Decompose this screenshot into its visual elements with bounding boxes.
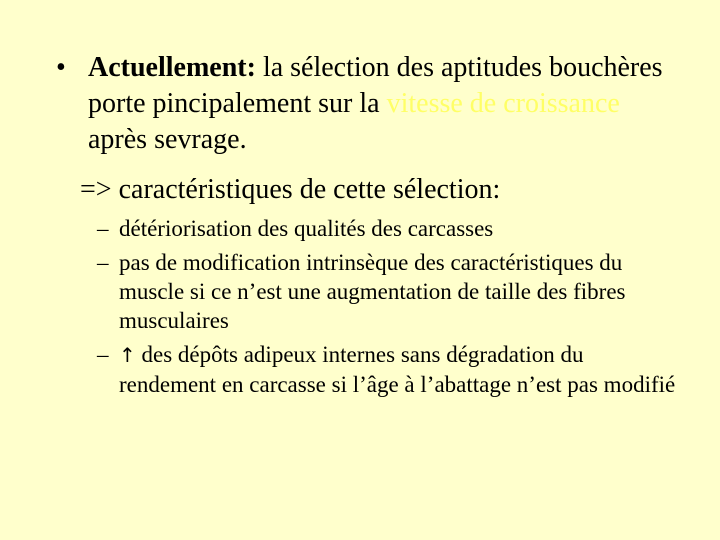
text-after-highlight: après sevrage. (88, 124, 247, 155)
dash-marker: – (97, 216, 109, 241)
sub-list (97, 214, 677, 404)
list-item (97, 248, 677, 335)
list-item (97, 340, 677, 399)
up-arrow-icon: ↑ (119, 343, 136, 367)
highlighted-term: vitesse de croissance (386, 88, 620, 119)
list-item-text: détériorisation des qualités des carcasses (119, 216, 494, 241)
list-item-text: des dépôts adipeux internes sans dégradation du rendement en carcasse si l’âge à l’abattage n’est pas modifié (119, 342, 676, 397)
dash-marker: – (97, 250, 109, 275)
list-item-text: pas de modification intrinsèque des caractéristiques du muscle si ce n’est une augmentation de taille des fibres musculaires (119, 250, 626, 333)
dash-marker: – (97, 342, 109, 367)
list-item (97, 214, 677, 243)
main-bullet-text (88, 50, 676, 158)
text-before-highlight: la sélection des aptitudes bouchères porte pincipalement sur la (88, 52, 663, 119)
bullet-dot: • (56, 52, 66, 83)
consequence-heading: => caractéristiques de cette sélection: (80, 174, 501, 205)
main-bullet (56, 50, 676, 158)
bold-prefix: Actuellement: (88, 52, 256, 83)
